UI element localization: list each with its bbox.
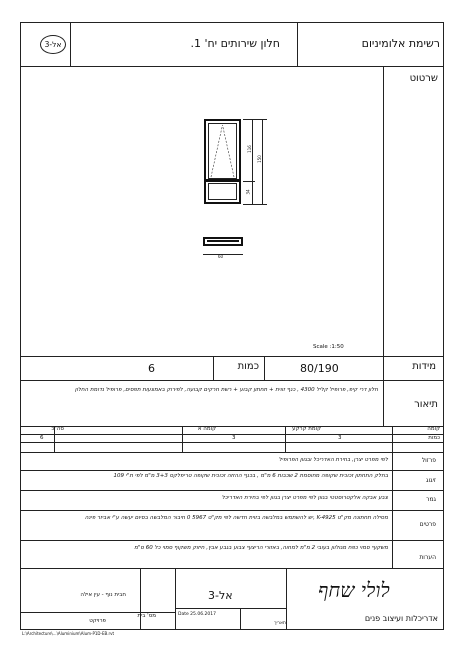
project-label: פרויקט bbox=[89, 618, 106, 624]
drawing-label-divider bbox=[383, 66, 384, 356]
firm-subtitle: אדריכלות ועיצוב פנים bbox=[364, 614, 438, 623]
window-lower-panel bbox=[208, 183, 237, 200]
qty-label: כמות bbox=[237, 361, 259, 372]
qty-table-col-1 bbox=[392, 426, 393, 452]
footer-div-sheet bbox=[140, 568, 141, 630]
dim-width-label: 60 bbox=[218, 254, 224, 259]
dim-tick-top bbox=[243, 119, 267, 120]
qty-header-floor: קומה bbox=[427, 426, 440, 432]
window-section bbox=[200, 234, 250, 264]
header-divider-left bbox=[70, 22, 71, 66]
footer-date: Date 25.06.2017 bbox=[178, 612, 216, 617]
sheet-frame bbox=[20, 22, 444, 630]
spec-text-hardware: לפי מפרט יצרן, בחירת האדריכל ובגוון הפרופיל bbox=[278, 457, 388, 463]
list-title: רשימת אלומיניום bbox=[361, 37, 440, 50]
footer-sheet-label: מס' בית bbox=[137, 613, 156, 619]
spec-row-5-bottom bbox=[20, 568, 444, 569]
description-bottom-border bbox=[20, 426, 444, 427]
qty-row-label: כמות bbox=[428, 435, 440, 441]
spec-text-finish: צבע אבקה אלקטרוסטטי בגוון לפי מפרט יצרן בגוון לפי בחירת האדריכל bbox=[221, 495, 388, 501]
dim-total-label: 150 bbox=[256, 155, 262, 163]
window-mid-rail bbox=[204, 179, 241, 182]
qty-table-col-2 bbox=[285, 426, 286, 452]
file-path: L:\Architecture\...\Aluminium\Alum-P1D-EB.rvt bbox=[22, 631, 115, 636]
window-elevation bbox=[199, 117, 279, 217]
qty-table-bottom bbox=[20, 452, 444, 453]
drawing-badge: אל-3 bbox=[40, 35, 66, 54]
dim-tick-bottom bbox=[243, 204, 267, 205]
description-label: תיאור bbox=[414, 399, 438, 410]
dims-value: 80/190 bbox=[300, 362, 339, 375]
spec-row-3-bottom bbox=[20, 510, 444, 511]
scale-label: Scale :1:50 bbox=[313, 344, 344, 350]
qty-value: 6 bbox=[148, 362, 155, 375]
footer-div-number bbox=[175, 568, 176, 630]
qty-first-value: 3 bbox=[232, 435, 236, 441]
summary-div-1 bbox=[383, 356, 384, 380]
spec-text-details: מסילה תחתונה מק"ט K-4925 ,יש להשתמש במלבשה בזוית חדשה לפי מק"ט 5967 0 חיבור המלבשה בסיום יעשה ע"י אביזר פינה bbox=[84, 515, 388, 521]
dims-label: מידות bbox=[412, 361, 436, 372]
dim-tick-mid bbox=[243, 181, 255, 182]
footer-number-sub bbox=[240, 608, 241, 630]
spec-text-glazing: בחלק התחתון זכוכית שקופה מחוסמת 2 שכבות 6 מ"מ , בכנף ההזזה זכוכית שקופה טריפלקס 3+3 מ"מ לפי ת"י 109 bbox=[113, 473, 388, 479]
qty-total-value: 6 bbox=[40, 435, 44, 441]
footer-div-logo bbox=[286, 568, 287, 630]
qty-table-col-3 bbox=[182, 426, 183, 452]
summary-top-border bbox=[20, 356, 444, 357]
qty-header-ground: קומת קרקע bbox=[292, 426, 321, 432]
dim-lower-label: 34 bbox=[245, 189, 251, 195]
summary-div-3 bbox=[213, 356, 214, 380]
spec-row-1-bottom bbox=[20, 470, 444, 471]
header-bottom-border bbox=[20, 66, 444, 67]
section-glass bbox=[207, 240, 239, 242]
summary-bottom-border bbox=[20, 380, 444, 381]
qty-header-first: קומה א bbox=[197, 426, 216, 432]
dim-line-vertical-total bbox=[262, 119, 263, 204]
header-divider-right bbox=[297, 22, 298, 66]
spec-text-notes: משקוף סמוי כפח מגולוון בעובי 2 מ"מ למחוה, באזורי הריצוף צבוע בגבע אבץ, חיזוק משקוף סמוי כל 60 ס"מ bbox=[134, 545, 388, 551]
firm-logo: לולי שחף bbox=[318, 578, 390, 602]
description-divider bbox=[383, 380, 384, 426]
spec-label-finish: גמר bbox=[426, 496, 436, 503]
dim-line-vertical bbox=[252, 119, 253, 204]
qty-header-total: סה"כ bbox=[51, 426, 64, 432]
footer-number-row bbox=[175, 608, 286, 609]
spec-label-glazing: זיגוג bbox=[426, 477, 436, 484]
project-name: חבית נוף - עין אילה bbox=[80, 592, 126, 598]
footer-drawing-number: אל-3 bbox=[208, 589, 233, 602]
drawing-section-label: שרטוט bbox=[409, 73, 438, 84]
sash-opening-indicator bbox=[208, 123, 237, 179]
item-title: חלון שירותים יח' 1. bbox=[190, 37, 280, 50]
qty-table-row-2 bbox=[20, 442, 444, 443]
footer-date-label: תאריך bbox=[274, 621, 286, 626]
description-text: חלון דרי קיפ, פרופיל קליל 4300 , כנף זווית + תחתון קבוע + רשת חרקים קבועה, לפירוק באמצעות תפסים, פרופיל נדומת החלון bbox=[74, 387, 378, 393]
spec-label-notes: הערות bbox=[419, 554, 436, 561]
qty-ground-value: 3 bbox=[338, 435, 342, 441]
spec-row-4-bottom bbox=[20, 540, 444, 541]
dim-upper-label: 116 bbox=[246, 145, 252, 153]
spec-label-details: פרטים bbox=[419, 521, 436, 528]
spec-row-2-bottom bbox=[20, 490, 444, 491]
summary-div-2 bbox=[264, 356, 265, 380]
spec-label-hardware: פרזול bbox=[421, 457, 436, 464]
